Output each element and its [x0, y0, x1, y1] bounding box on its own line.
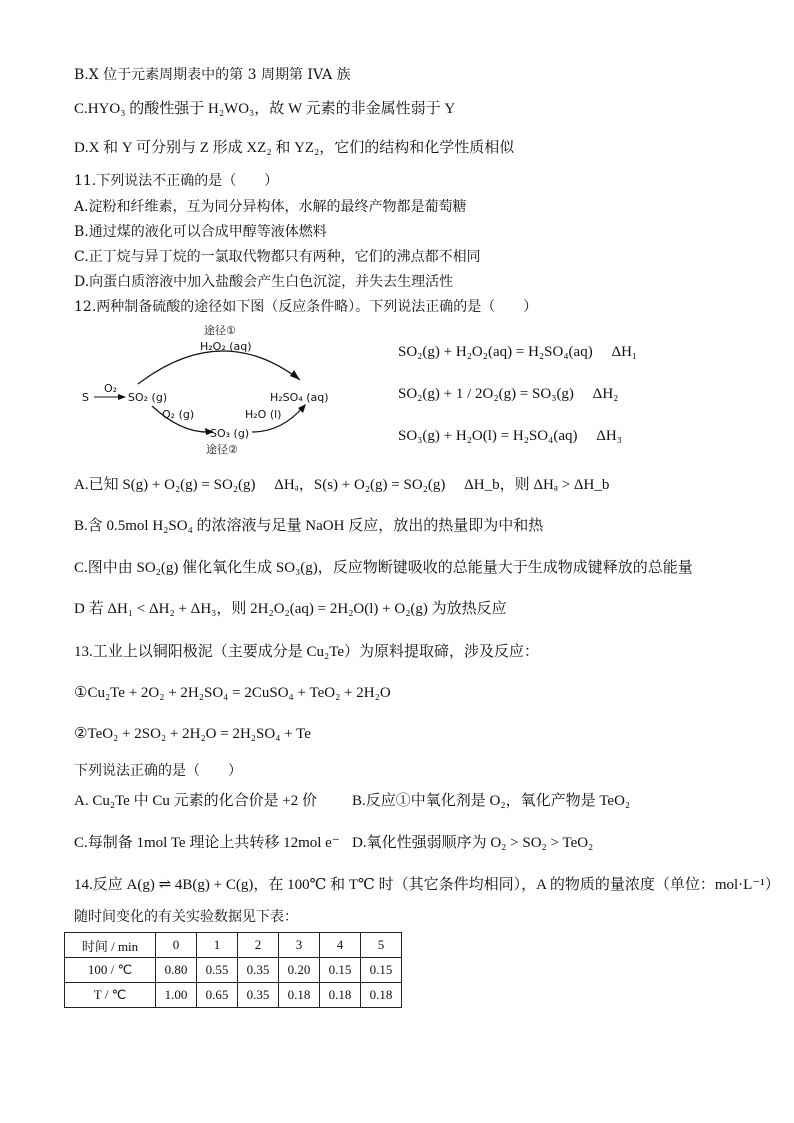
- table-header-cell: 4: [320, 933, 361, 958]
- q12-option-c: C.图中由 SO₂(g) 催化氧化生成 SO₃(g)，反应物断键吸收的总能量大于生成物成键释放的总能量: [74, 560, 693, 576]
- table-cell: 0.55: [197, 958, 238, 983]
- table-cell: 0.20: [279, 958, 320, 983]
- q11-option-d: D.向蛋白质溶液中加入盐酸会产生白色沉淀，并失去生理活性: [74, 274, 454, 290]
- q12-option-a: A.已知 S(g) + O₂(g) = SO₂(g) ΔHₐ，S(s) + O₂(g) = SO₂(g) ΔH_b，则 ΔHₐ > ΔH_b: [74, 477, 610, 493]
- q10-option-d: D.X 和 Y 可分别与 Z 形成 XZ₂ 和 YZ₂，它们的结构和化学性质相似: [74, 140, 515, 156]
- o2g-label: O₂ (g): [162, 408, 195, 421]
- table-cell: 100 / ℃: [65, 958, 156, 983]
- table-header-cell: 3: [279, 933, 320, 958]
- table-cell: 0.65: [197, 983, 238, 1008]
- table-header-cell: 0: [156, 933, 197, 958]
- q11-option-b: B.通过煤的液化可以合成甲醇等液体燃料: [74, 224, 327, 240]
- q13-reaction-1: ①Cu₂Te + 2O₂ + 2H₂SO₄ = 2CuSO₄ + TeO₂ + 2H₂O: [74, 685, 391, 701]
- table-header-cell: 时间 / min: [65, 933, 156, 958]
- q12-stem: 12.两种制备硫酸的途径如下图（反应条件略）。下列说法正确的是（ ）: [74, 299, 538, 315]
- q13-option-a: A. Cu₂Te 中 Cu 元素的化合价是 +2 价: [74, 793, 318, 809]
- table-header-cell: 5: [361, 933, 402, 958]
- q10-option-c: C.HYO₃ 的酸性强于 H₂WO₃，故 W 元素的非金属性弱于 Y: [74, 101, 456, 117]
- table-cell: 0.15: [320, 958, 361, 983]
- sulfur-label: S: [82, 391, 89, 404]
- so3-label: SO₃ (g): [210, 427, 250, 440]
- q13-ask: 下列说法正确的是（ ）: [74, 763, 242, 779]
- table-header-row: [65, 933, 402, 958]
- table-cell: 0.35: [238, 983, 279, 1008]
- q11-option-c: C.正丁烷与异丁烷的一氯取代物都只有两种，它们的沸点都不相同: [74, 249, 481, 265]
- equation-3: SO₃(g) + H₂O(l) = H₂SO₄(aq) ΔH₃: [398, 428, 622, 444]
- equation-2: SO₂(g) + 1 / 2O₂(g) = SO₃(g) ΔH₂: [398, 386, 619, 402]
- table-cell: 0.35: [238, 958, 279, 983]
- table-cell: 0.15: [361, 958, 402, 983]
- route1-reagent: H₂O₂ (aq): [200, 340, 252, 353]
- table-cell: 0.18: [279, 983, 320, 1008]
- so2-label: SO₂ (g): [128, 391, 168, 404]
- q14-stem-cont: 随时间变化的有关实验数据见下表：: [74, 909, 298, 925]
- table-cell: 1.00: [156, 983, 197, 1008]
- q13-reaction-2: ②TeO₂ + 2SO₂ + 2H₂O = 2H₂SO₄ + Te: [74, 726, 311, 742]
- q14-stem: 14.反应 A(g) ⇌ 4B(g) + C(g)，在 100℃ 和 T℃ 时（其它条件均相同），A 的物质的量浓度（单位：mol·L⁻¹）: [74, 877, 780, 893]
- q13-option-c: C.每制备 1mol Te 理论上共转移 12mol e⁻: [74, 835, 340, 851]
- q11-stem: 11.下列说法不正确的是（ ）: [74, 173, 279, 189]
- h2o-label: H₂O (l): [245, 408, 282, 421]
- table-header-cell: 2: [238, 933, 279, 958]
- q10-option-b: B.X 位于元素周期表中的第 3 周期第 IVA 族: [74, 67, 351, 83]
- route1-arrowhead: [290, 370, 300, 380]
- q12-option-d: D 若 ΔH₁ < ΔH₂ + ΔH₃，则 2H₂O₂(aq) = 2H₂O(l) + O₂(g) 为放热反应: [74, 601, 507, 617]
- q13-option-d: D.氧化性强弱顺序为 O₂ > SO₂ > TeO₂: [352, 835, 594, 851]
- s-arrowhead: [118, 394, 126, 400]
- equation-1: SO₂(g) + H₂O₂(aq) = H₂SO₄(aq) ΔH₁: [398, 344, 638, 360]
- h2so4-label: H₂SO₄ (aq): [270, 391, 329, 404]
- route-diagram: [82, 322, 382, 458]
- table-row: [65, 983, 402, 1008]
- o2-label: O₂: [104, 382, 118, 395]
- concentration-table: [64, 932, 402, 1008]
- q12-option-b: B.含 0.5mol H₂SO₄ 的浓溶液与足量 NaOH 反应，放出的热量即为中和热: [74, 518, 544, 534]
- table-header-cell: 1: [197, 933, 238, 958]
- table-cell: 0.80: [156, 958, 197, 983]
- q11-option-a: A.淀粉和纤维素，互为同分异构体，水解的最终产物都是葡萄糖: [74, 199, 467, 215]
- table-cell: T / ℃: [65, 983, 156, 1008]
- route1-arrow: [138, 351, 300, 384]
- q13-stem: 13.工业上以铜阳极泥（主要成分是 Cu₂Te）为原料提取碲，涉及反应：: [74, 644, 540, 660]
- table-row: [65, 958, 402, 983]
- route1-label: 途径①: [204, 324, 236, 337]
- q13-option-b: B.反应①中氧化剂是 O₂，氧化产物是 TeO₂: [352, 793, 631, 809]
- table-cell: 0.18: [320, 983, 361, 1008]
- table-cell: 0.18: [361, 983, 402, 1008]
- route2-label: 途径②: [206, 443, 238, 456]
